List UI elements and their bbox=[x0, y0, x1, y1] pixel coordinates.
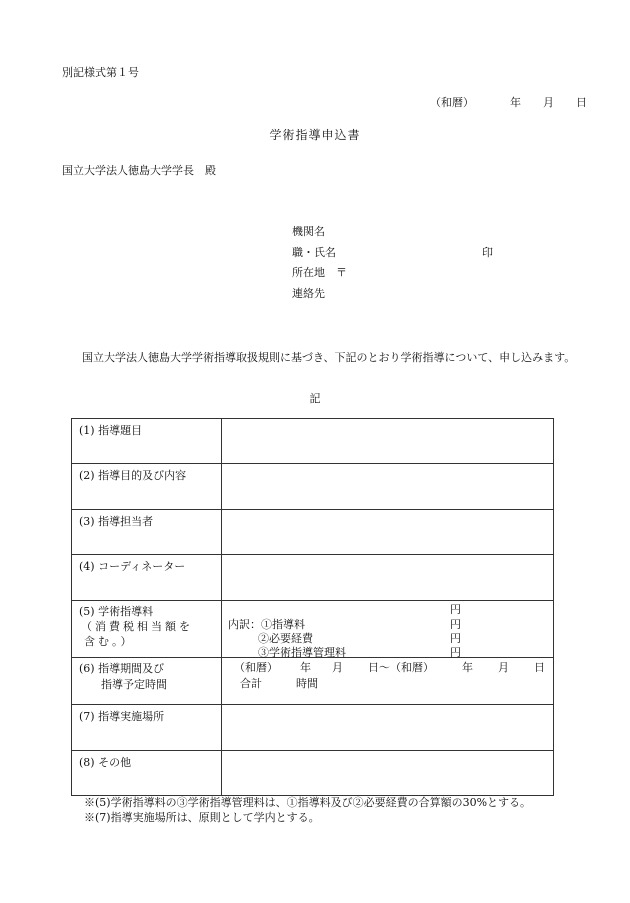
field-coordinator[interactable] bbox=[222, 555, 554, 601]
period-hours-label: 時間 bbox=[296, 677, 318, 690]
note-2: ※(7)指導実施場所は、原則として学内とする。 bbox=[84, 811, 320, 824]
table-row bbox=[72, 751, 554, 796]
date-header bbox=[430, 94, 587, 110]
field-title[interactable] bbox=[222, 419, 554, 464]
label-purpose: (2) 指導目的及び内容 bbox=[72, 464, 222, 510]
notes bbox=[84, 795, 531, 825]
seal-mark: 印 bbox=[482, 245, 493, 259]
table-row bbox=[72, 705, 554, 751]
table-row bbox=[72, 419, 554, 464]
fee-management-label: ③学術指導管理料 bbox=[258, 646, 346, 659]
label-title: (1) 指導題目 bbox=[72, 419, 222, 464]
applicant-name: 職・氏名 bbox=[292, 245, 336, 259]
label-coordinator: (4) コーディネーター bbox=[72, 555, 222, 601]
date-month: 月 bbox=[543, 96, 554, 109]
date-day: 日 bbox=[576, 96, 587, 109]
date-year: 年 bbox=[510, 96, 521, 109]
applicant-contact: 連絡先 bbox=[292, 286, 325, 300]
ki-heading: 記 bbox=[309, 392, 321, 405]
period-end-month: 月 bbox=[498, 661, 509, 674]
applicant-block bbox=[292, 222, 493, 304]
period-start-day-to: 日～（和暦） bbox=[368, 661, 434, 674]
period-end-year: 年 bbox=[462, 661, 473, 674]
fee-total-yen: 円 bbox=[450, 603, 461, 616]
addressee: 国立大学法人徳島大学学長 殿 bbox=[62, 164, 216, 177]
period-start-month: 月 bbox=[332, 661, 343, 674]
table-row bbox=[72, 658, 554, 705]
document-title: 学術指導申込書 bbox=[269, 128, 361, 142]
field-instructor[interactable] bbox=[222, 510, 554, 555]
label-other: (8) その他 bbox=[72, 751, 222, 796]
table-row bbox=[72, 601, 554, 658]
fee-guidance-yen: 円 bbox=[450, 618, 461, 631]
period-total-label: 合計 bbox=[240, 677, 262, 690]
fee-management-yen: 円 bbox=[450, 646, 461, 659]
label-period bbox=[72, 658, 222, 705]
fee-expenses-label: ②必要経費 bbox=[258, 632, 313, 645]
label-fee-line3: 含む。） bbox=[84, 635, 135, 648]
fee-breakdown-label: 内訳：①指導料 bbox=[228, 618, 305, 631]
applicant-name-row bbox=[292, 243, 493, 264]
label-location: (7) 指導実施場所 bbox=[72, 705, 222, 751]
applicant-address: 所在地 〒 bbox=[292, 266, 347, 279]
field-period[interactable] bbox=[222, 658, 554, 705]
note-1: ※(5)学術指導料の③学術指導管理料は、①指導料及び②必要経費の合算額の30%とする。 bbox=[84, 796, 532, 809]
period-start-era: （和暦） bbox=[234, 661, 278, 674]
intro-text: 国立大学法人徳島大学学術指導取扱規則に基づき、下記のとおり学術指導について、申し込みます。 bbox=[82, 351, 576, 364]
table-row bbox=[72, 555, 554, 601]
label-fee-line1: (5) 学術指導料 bbox=[79, 605, 154, 618]
period-start-year: 年 bbox=[300, 661, 311, 674]
application-table bbox=[71, 418, 554, 796]
label-fee bbox=[72, 601, 222, 658]
period-end-day: 日 bbox=[534, 661, 545, 674]
label-period-line2: 指導予定時間 bbox=[101, 678, 167, 691]
field-fee[interactable] bbox=[222, 601, 554, 658]
form-number: 別記様式第１号 bbox=[62, 66, 139, 79]
label-fee-line2: （消費税相当額を bbox=[81, 620, 193, 633]
field-other[interactable] bbox=[222, 751, 554, 796]
label-instructor: (3) 指導担当者 bbox=[72, 510, 222, 555]
applicant-org: 機関名 bbox=[292, 225, 325, 238]
field-purpose[interactable] bbox=[222, 464, 554, 510]
table-row bbox=[72, 510, 554, 555]
label-period-line1: (6) 指導期間及び bbox=[79, 662, 165, 675]
table-row bbox=[72, 464, 554, 510]
fee-expenses-yen: 円 bbox=[450, 632, 461, 645]
field-location[interactable] bbox=[222, 705, 554, 751]
date-era: （和暦） bbox=[430, 96, 474, 109]
